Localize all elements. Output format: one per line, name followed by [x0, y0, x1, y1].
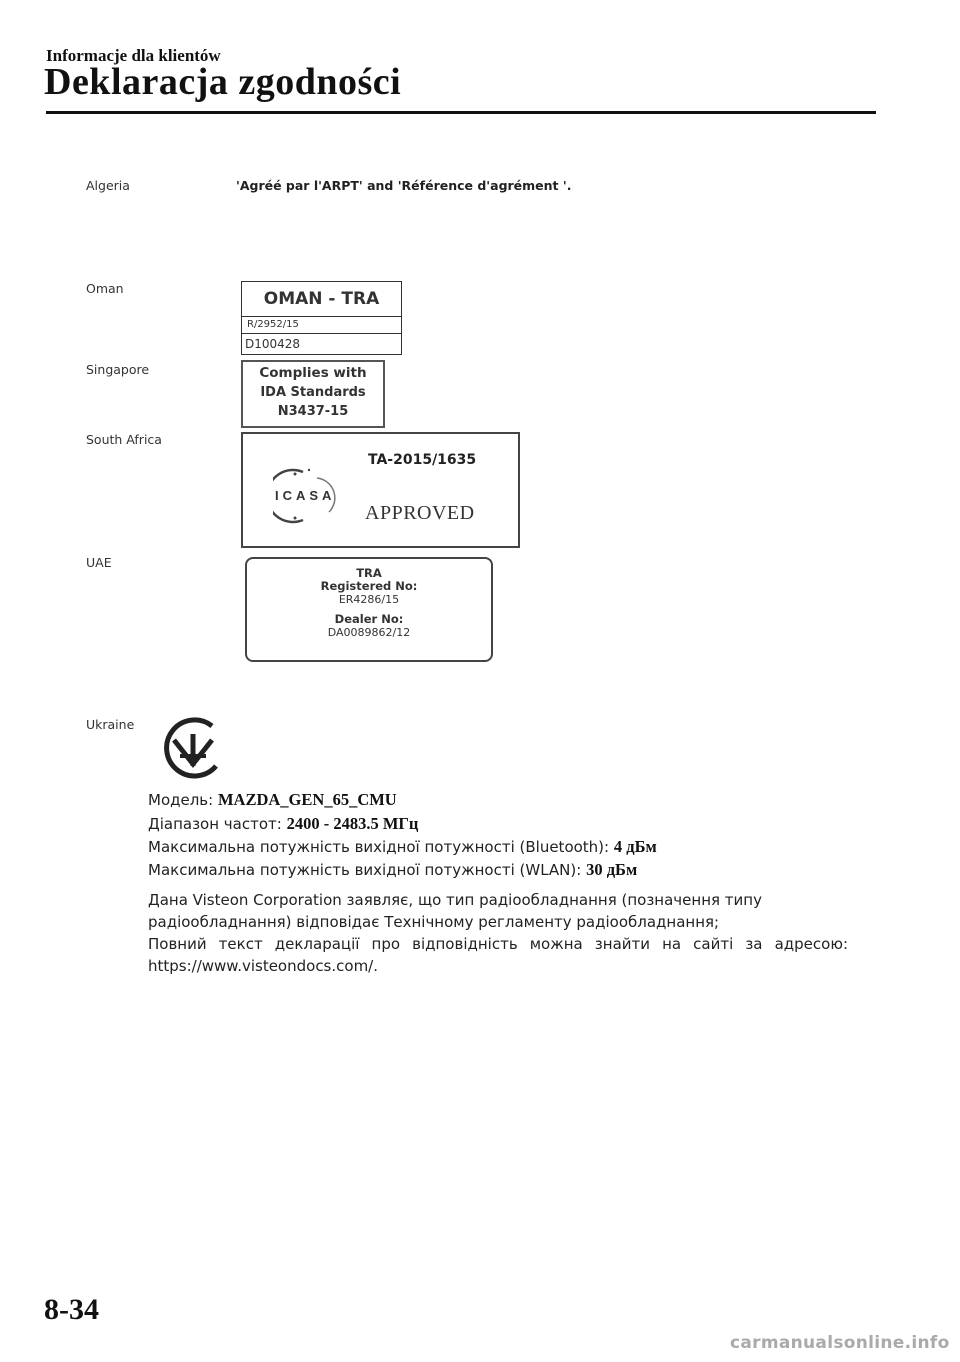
bt-label: Максимальна потужність вихідної потужності (Bluetooth):: [148, 838, 610, 856]
uae-line5: DA0089862/12: [327, 626, 411, 639]
country-ukraine: Ukraine: [86, 717, 135, 732]
ukraine-declaration-text: [148, 889, 848, 977]
sg-line1: Complies with: [259, 365, 367, 381]
oman-label-title: OMAN - TRA: [242, 282, 401, 317]
sg-line3: N3437-15: [277, 404, 349, 419]
icasa-logo-text: ICASA: [275, 488, 336, 503]
decl-line3: Повний текст декларації про відповідність можна знайти на сайті за адресою:: [148, 935, 848, 953]
icasa-logo-icon: [273, 464, 373, 526]
country-south-africa: South Africa: [86, 432, 162, 447]
page-number: 8-34: [44, 1293, 99, 1326]
sa-number: TA-2015/1635: [368, 452, 477, 468]
bt-value: 4 дБм: [613, 837, 657, 856]
sg-line2: IDA Standards: [260, 385, 366, 400]
oman-label-dealer: D100428: [245, 337, 301, 351]
sa-approved: APPROVED: [365, 502, 475, 524]
oman-approval-label: [241, 281, 402, 355]
ukraine-wlan-line: [148, 860, 637, 880]
decl-line4: https://www.visteondocs.com/.: [148, 957, 379, 975]
ukraine-freq-line: [148, 814, 418, 834]
freq-label: Діапазон частот:: [148, 815, 282, 833]
uae-line3: ER4286/15: [338, 593, 400, 606]
singapore-approval-label: [241, 360, 385, 428]
country-uae: UAE: [86, 555, 112, 570]
watermark: carmanualsonline.info: [730, 1333, 950, 1353]
decl-line2: радіообладнання) відповідає Технічному регламенту радіообладнання;: [148, 913, 720, 931]
uae-approval-label: [245, 557, 493, 662]
uae-line4: Dealer No:: [334, 612, 404, 626]
oman-label-ref: R/2952/15: [242, 317, 401, 334]
title-divider: [46, 111, 876, 114]
uae-line2: Registered No:: [320, 579, 418, 593]
freq-value: 2400 - 2483.5 МГц: [286, 814, 419, 833]
south-africa-approval-label: [241, 432, 520, 548]
uae-line1: TRA: [356, 566, 382, 580]
ukraine-conformity-mark-icon: [160, 714, 226, 784]
algeria-approval-text: 'Agréé par l'ARPT' and 'Référence d'agrément '.: [236, 178, 572, 193]
model-label: Модель:: [148, 791, 214, 809]
page-title: Deklaracja zgodności: [44, 61, 402, 103]
model-value: MAZDA_GEN_65_CMU: [217, 790, 397, 809]
country-singapore: Singapore: [86, 362, 150, 377]
decl-line1: Дана Visteon Corporation заявляє, що тип радіообладнання (позначення типу: [148, 891, 762, 909]
ukraine-model-line: [148, 790, 397, 810]
section-heading: Informacje dla klientów: [46, 46, 221, 65]
country-oman: Oman: [86, 281, 124, 296]
country-algeria: Algeria: [86, 178, 130, 193]
ukraine-bt-line: [148, 837, 657, 857]
wlan-value: 30 дБм: [586, 860, 638, 879]
wlan-label: Максимальна потужність вихідної потужності (WLAN):: [148, 861, 582, 879]
